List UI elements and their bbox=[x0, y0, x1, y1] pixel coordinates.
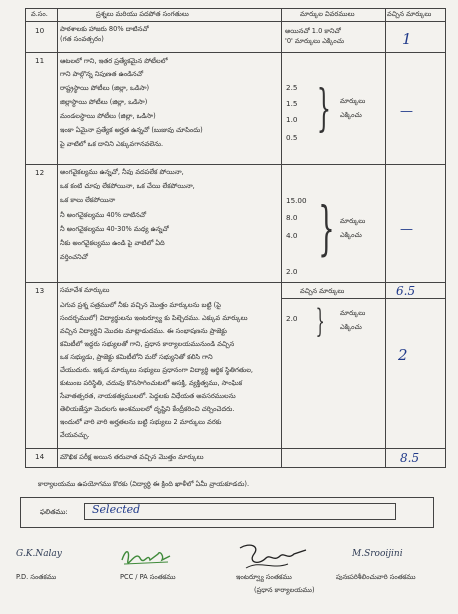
header-sno: వ.సం. bbox=[31, 10, 48, 18]
row-12-line: నీ అంగవైకల్యము 40% దాటినచో bbox=[60, 211, 147, 219]
row-12-line: వర్తించనిచో bbox=[60, 253, 88, 261]
row-12-value: 15.00 bbox=[286, 196, 307, 205]
row-11-value: 2.5 bbox=[286, 83, 298, 92]
row-13-mark-label: ఎక్కించు bbox=[340, 323, 362, 331]
signature-role-pd: P.D. సంతకము bbox=[16, 573, 57, 581]
row-13-obtained: 2 bbox=[398, 346, 408, 364]
row-11-mark-label: మార్కులు bbox=[340, 97, 366, 105]
row-14-obtained: 8.5 bbox=[400, 451, 420, 465]
row-12-mark-label: మార్కులు bbox=[340, 217, 366, 225]
row-13-line: ఒక సభ్యుడు, ప్రాజెక్టు కమిటీలోని మరో సభ్యునితో కలిసి గాని bbox=[60, 353, 213, 361]
row-13-title: సమావేశ మార్కులు bbox=[60, 286, 110, 294]
result-value: Selected bbox=[92, 503, 141, 516]
row-12-value: 2.0 bbox=[286, 267, 298, 276]
row-11-line: ఇంకా ఏమైనా ప్రత్యేక అర్హత ఉన్నచో (బుజువు చూపిందు) bbox=[60, 126, 203, 134]
row-12-number: 12 bbox=[35, 168, 45, 177]
row-12-obtained: — bbox=[400, 222, 413, 237]
row-11-brace: } bbox=[316, 79, 332, 137]
row-10-line: పాఠశాలకు హాజరు 80% దాటినచో bbox=[60, 25, 149, 33]
signature-pd: G.K.Nalay bbox=[16, 549, 62, 559]
row-13-line: తెలియజేస్తూ మెదలగు అంశములలో దృష్టిని కేంద్రీకరించి చర్చించెదరు. bbox=[60, 405, 235, 413]
row-11-obtained: — bbox=[400, 104, 413, 119]
row-12-line: ఒక కంటి చూపు లేకపోయినా, ఒక చేయి లేకపోయినా, bbox=[60, 182, 195, 190]
row-10-number: 10 bbox=[35, 26, 45, 35]
row-11-line: ఆటలలో గాని, ఇతర ప్రత్యేకమైన పోటీలలో bbox=[60, 57, 168, 65]
result-label: ఫలితము: bbox=[40, 508, 68, 516]
row-10-marks: '0' మార్కులు ఎక్కించు bbox=[285, 37, 345, 45]
row-11-line: రాష్ట్రస్థాయి పోటీలు (జిల్లా, ఒడిసా) bbox=[60, 84, 150, 92]
row-14-number: 14 bbox=[35, 452, 45, 461]
row-12-line: ఒక కాలు లేకపోయినా bbox=[60, 196, 116, 204]
header-marks-obtained: వచ్చిన మార్కులు bbox=[387, 10, 432, 18]
row-12-value: 4.0 bbox=[286, 231, 298, 240]
row-11-line: మండలస్థాయి పోటీలు (జిల్లా, ఒడిసా) bbox=[60, 112, 156, 120]
row-12-line: నీకు అంగవైకల్యము ఉండి పై వాటిలో ఏది bbox=[60, 239, 165, 247]
office-use-note: కార్యాలయము ఉపయోగము కొరకు (విద్యార్థి ఈ క్రింది ఖాళీలో ఏమీ వ్రాయకూడదు). bbox=[38, 480, 250, 488]
row-11-value: 0.5 bbox=[286, 133, 298, 142]
row-11-line: పై వాటిలో ఒక దానిని ఎక్కువగానవలెను. bbox=[60, 140, 164, 148]
row-12-line: అంగవైకల్యము ఉన్నచో, నీవు వదపలేక పోయినా, bbox=[60, 168, 184, 176]
row-13-line: కమిటీలో ఇద్దరు సభ్యులతో గాని, ప్రధాన కార్యాలయమునుండి వచ్చిన bbox=[60, 340, 235, 348]
row-13-line: కుటుంబ పరిస్థితి, చదువు కొనసాగించుటలో ఆసక్తి, వ్యక్తిత్వము, సాంఘిక bbox=[60, 379, 243, 387]
signature-pcc bbox=[118, 546, 174, 568]
row-10-marks: అయినచో 1.0 కానిచో bbox=[285, 27, 341, 35]
row-12-brace: } bbox=[318, 194, 335, 262]
header-marks-details: మార్కుల వివరములు bbox=[300, 10, 355, 18]
row-11-mark-label: ఎక్కించు bbox=[340, 111, 362, 119]
row-13-line: వచ్చిన విద్యార్థిని మొదట మాట్లాడుదము. ఈ సంభాషణను ప్రాజెక్టు bbox=[60, 327, 227, 335]
signature-role-reviewer: పునఃపరిశీలించువారి సంతకము bbox=[336, 573, 416, 581]
row-13-brace: } bbox=[315, 302, 325, 340]
row-11-value: 1.0 bbox=[286, 115, 298, 124]
signature-reviewer: M.Srooijini bbox=[352, 549, 403, 559]
row-13-line: సేవాతత్పరత, నాయకత్వములలో. పెద్దలకు విధేయత అవసరములను bbox=[60, 392, 236, 400]
signature-role-pcc: PCC / PA సంతకము bbox=[120, 573, 176, 581]
row-12-mark-label: ఎక్కించు bbox=[340, 231, 362, 239]
row-10-line: (గత సంవత్సరం) bbox=[60, 35, 104, 43]
signature-role-interview: ఇంటర్వ్యూ సంతకము bbox=[236, 573, 292, 581]
row-13-line: సందర్భములో) విద్యార్థులను ఇంటర్వ్యూ కు పిల్చెదము. ఎక్కువ మార్కులు bbox=[60, 314, 248, 322]
signature-role-interview-sub: (ప్రధాన కార్యాలయము) bbox=[254, 586, 315, 594]
row-10-obtained: 1 bbox=[402, 30, 412, 48]
row-11-line: గాని పాల్గొన్న నిపుణత ఉండినచో bbox=[60, 70, 144, 78]
row-14-text: మౌఖిక పరీక్ష అయిన తరువాత వచ్చిన మొత్తం మార్కులు bbox=[60, 453, 204, 461]
row-11-value: 1.5 bbox=[286, 99, 298, 108]
signature-interview bbox=[236, 540, 316, 574]
row-11-number: 11 bbox=[35, 56, 45, 65]
row-12-value: 8.0 bbox=[286, 213, 298, 222]
row-13-number: 13 bbox=[35, 286, 45, 295]
row-13-line: ఇందులో వారి వారి అర్హతలను బట్టి సభ్యులు 2 మార్కులు వరకు bbox=[60, 418, 222, 426]
row-13-column-head: వచ్చిన మార్కులు bbox=[300, 287, 345, 295]
row-13-line: ఎగువ ప్రశ్న పత్రములో నీకు వచ్చిన మొత్తం మార్కులను బట్టి (పై bbox=[60, 301, 221, 309]
row-13-head-obtained: 6.5 bbox=[396, 284, 416, 298]
row-13-line: చేయుదురు. ఇక్కడ మార్కులు సభ్యులు ప్రధానంగా విద్యార్థి ఆర్థిక స్థితిగతుల, bbox=[60, 366, 253, 374]
row-11-line: జిల్లాస్థాయి పోటీలు (జిల్లా, ఒడిసా) bbox=[60, 98, 148, 106]
header-particulars: ప్రశ్నలు మరియు పదపోత సంగతులు bbox=[96, 10, 189, 18]
row-12-line: నీ అంగవైకల్యము 40-30% మధ్య ఉన్నచో bbox=[60, 225, 169, 233]
row-13-value: 2.0 bbox=[286, 314, 298, 323]
row-13-line: వేయవచ్చు. bbox=[60, 431, 90, 439]
row-13-mark-label: మార్కులు bbox=[340, 309, 366, 317]
